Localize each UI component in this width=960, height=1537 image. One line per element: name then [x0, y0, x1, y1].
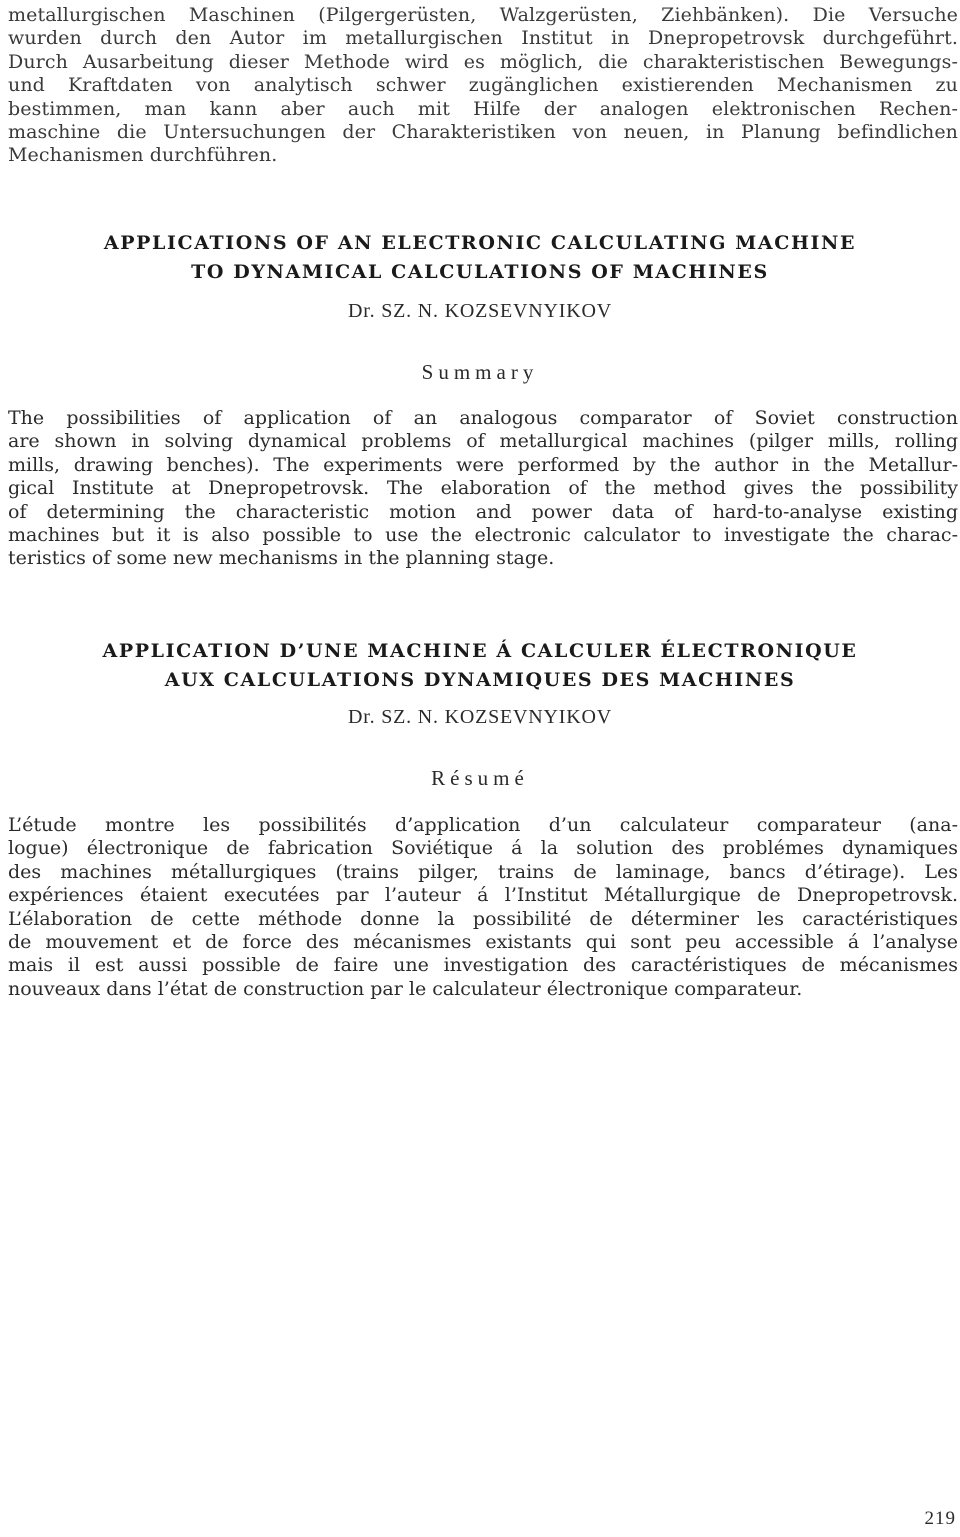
french-title — [0, 637, 960, 695]
english-title — [0, 229, 960, 287]
english-summary-paragraph — [8, 407, 958, 571]
french-title-line: APPLICATION D’UNE MACHINE Á CALCULER ÉLECTRONIQUE — [102, 640, 858, 662]
french-line: expériences étaient executées par l’auteur á l’Institut Métallurgique de Dnepropetrovsk. — [8, 884, 958, 907]
english-line: of determining the characteristic motion and power data of hard-to-analyse existing — [8, 500, 958, 523]
german-line: und Kraftdaten von analytisch schwer zugänglichen existierenden Mechanismen zu — [8, 74, 958, 97]
french-line: mais il est aussi possible de faire une investigation des caractéristiques de mécanismes — [8, 954, 958, 977]
english-line: are shown in solving dynamical problems of metallurgical machines (pilger mills, rolling — [8, 430, 958, 453]
german-line: Mechanismen durchführen. — [8, 144, 278, 167]
english-line: mills, drawing benches). The experiments were performed by the author in the Metallur- — [8, 453, 958, 476]
english-title-line: APPLICATIONS OF AN ELECTRONIC CALCULATING MACHINE — [103, 232, 857, 254]
page-number: 219 — [924, 1508, 956, 1529]
german-paragraph — [8, 4, 958, 168]
english-line: gical Institute at Dnepropetrovsk. The elaboration of the method gives the possibility — [8, 477, 958, 500]
german-line: Durch Ausarbeitung dieser Methode wird es möglich, die charakteristischen Bewegungs- — [8, 50, 958, 73]
french-line: nouveaux dans l’état de construction par le calculateur électronique comparateur. — [8, 977, 803, 1000]
english-title-line: TO DYNAMICAL CALCULATIONS OF MACHINES — [191, 261, 769, 283]
english-line: The possibilities of application of an analogous comparator of Soviet construction — [8, 407, 958, 429]
english-line: teristics of some new mechanisms in the planning stage. — [8, 547, 555, 570]
french-line: L’élaboration de cette méthode donne la possibilité de déterminer les caractéristiques — [8, 907, 958, 930]
summary-heading: Summary — [421, 360, 539, 384]
french-line: des machines métallurgiques (trains pilger, trains de laminage, bancs d’étirage). Les — [8, 860, 958, 883]
resume-heading: Résumé — [431, 766, 529, 790]
german-line: bestimmen, man kann aber auch mit Hilfe der analogen elektronischen Rechen- — [8, 97, 958, 120]
french-title-line: AUX CALCULATIONS DYNAMIQUES DES MACHINES — [164, 669, 796, 691]
french-author: Dr. SZ. N. KOZSEVNYIKOV — [348, 706, 612, 728]
french-line: logue) électronique de fabrication Soviétique á la solution des problémes dynamiques — [8, 837, 958, 860]
french-line: L’étude montre les possibilités d’application d’un calculateur comparateur (ana- — [8, 814, 958, 836]
english-author: Dr. SZ. N. KOZSEVNYIKOV — [348, 300, 612, 322]
english-line: machines but it is also possible to use the electronic calculator to investigate the charac- — [8, 524, 958, 547]
german-line: maschine die Untersuchungen der Charakteristiken von neuen, in Planung befindlichen — [8, 121, 958, 144]
german-line: wurden durch den Autor im metallurgischen Institut in Dnepropetrovsk durchgeführt. — [8, 27, 958, 50]
french-resume-paragraph — [8, 814, 958, 1001]
german-line: metallurgischen Maschinen (Pilgergerüsten, Walzgerüsten, Ziehbänken). Die Versuche — [8, 4, 958, 26]
french-line: de mouvement et de force des mécanismes existants qui sont peu accessible á l’analyse — [8, 931, 958, 954]
